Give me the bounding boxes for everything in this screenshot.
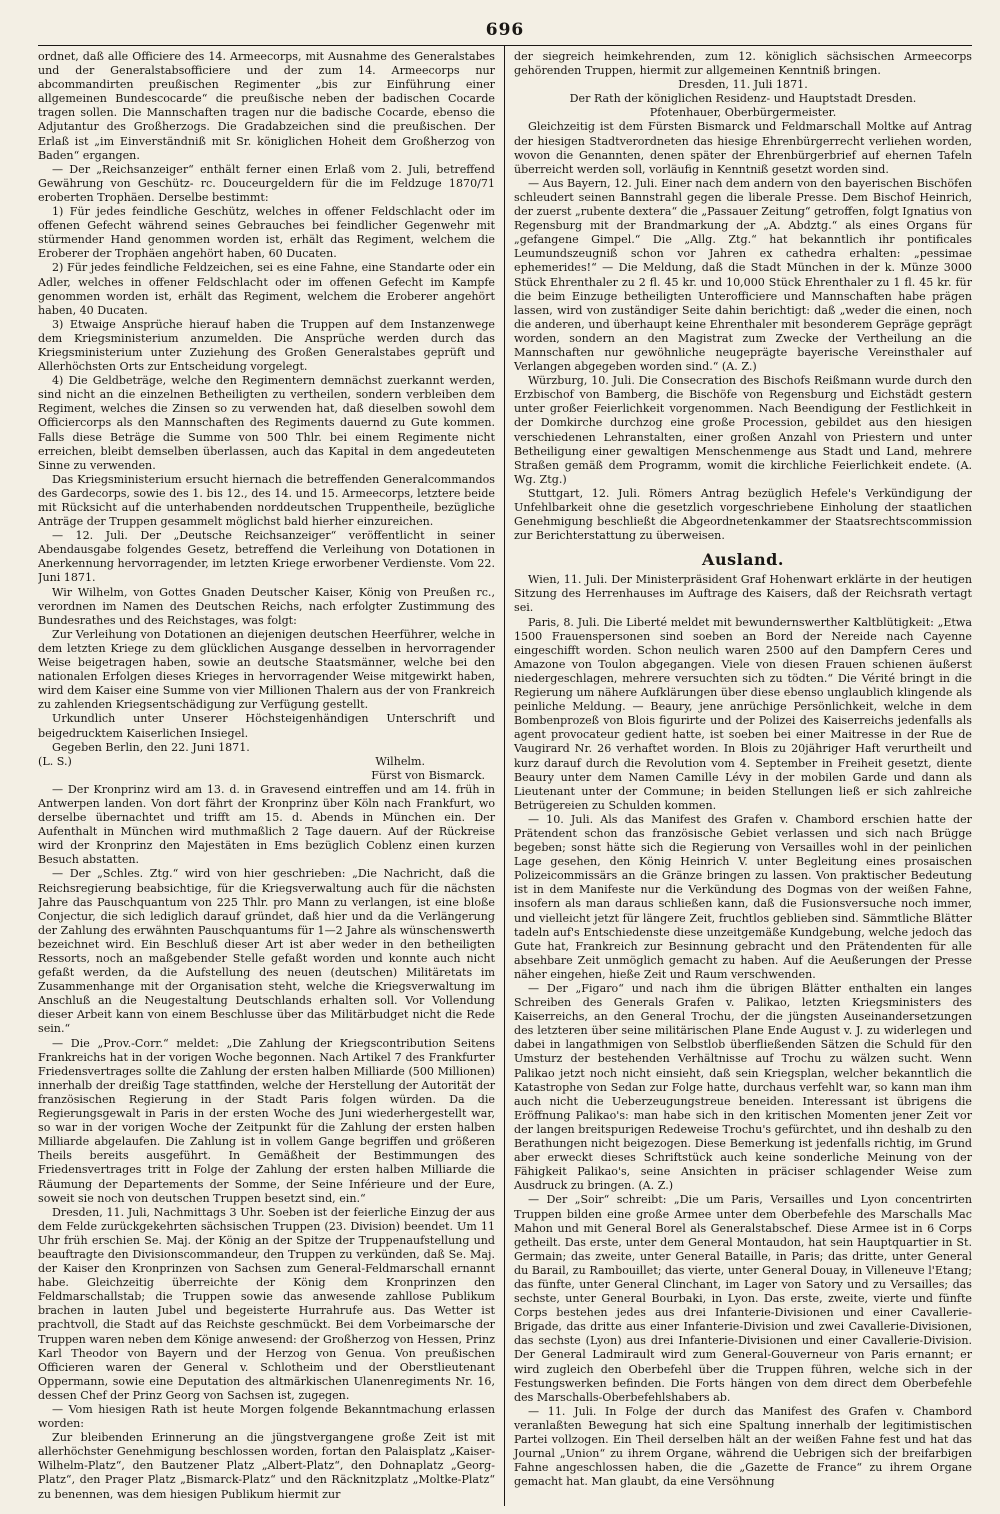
paragraph-left-1: — Der „Reichsanzeiger“ enthält ferner einen Erlaß vom 2. Juli, betreffend Gewährung von Geschütz- rc. Douceurgeldern für die im Feldzuge 1870/71 eroberten Trophäen. Derselbe bestimmt: — [38, 162, 495, 204]
paragraph-right2-0: Gleichzeitig ist dem Fürsten Bismarck und Feldmarschall Moltke auf Antrag der hiesigen Stadtverordneten das hiesige Ehrenbürgerrecht verliehen worden, wovon die Genannten, denen später der Ehrenbürgerbrief auf ehernen Tafeln überreicht werden soll, vorläufig in Kenntniß gesetzt worden sind. — [514, 120, 972, 176]
paragraph-right2-1: — Aus Bayern, 12. Juli. Einer nach dem andern von den bayerischen Bischöfen schleudert seinen Bannstrahl gegen die liberale Presse. Dem Bischof Heinrich, der zuerst „rubente dextera“ die „Passauer Zeitung“ getroffen, folgt Ignatius von Regensburg mit der Brandmarkung der „A. Abdztg.“ als eines Organs für „gefangene Gimpel.“ Die „Allg. Ztg.“ hat bekanntlich ihr pontificales Leumundszeugniß schon vor Jahren ex cathedra erhalten: „pessimae ephemerides!“ — Die Meldung, daß die Stadt München in der k. Münze 3000 Stück Ehrenthaler zu 2 fl. 45 kr. und 10,000 Stück Ehrenthaler zu 1 fl. 45 kr. für die beim Einzuge betheiligten Unterofficiere und Mannschaften habe prägen lassen, wird von zuständiger Seite dahin berichtigt: daß „weder die einen, noch die anderen, und überhaupt keine Ehrenthaler mit besonderem Gepräge geprägt worden, sondern an den Magistrat zum Zwecke der Vertheilung an die Mannschaften nur gewöhnliche neugeprägte bayerische Vereinsthaler auf Verlangen abgegeben worden sind.“ (A. Z.) — [514, 176, 972, 374]
paragraph-right3-4: — Der „Soir“ schreibt: „Die um Paris, Versailles und Lyon concentrirten Truppen bilden eine große Armee unter dem Oberbefehle des Marschalls Mac Mahon und mit General Borel als Generalstabschef. Diese Armee ist in 6 Corps getheilt. Das erste, unter dem General Montaudon, hat sein Hauptquartier in St. Germain; das zweite, unter General Bataille, in Paris; das dritte, unter General du Barail, zu Rambouillet; das vierte, unter General Douay, in Villeneuve l'Etang; das fünfte, unter General Clinchant, im Lager von Satory und zu Versailles; das sechste, unter General Bourbaki, in Lyon. Das erste, zweite, vierte und fünfte Corps bestehen jedes aus drei Infanterie-Divisionen und einer Cavallerie-Brigade, das dritte aus einer Infanterie-Division und zwei Cavallerie-Divisionen, das sechste (Lyon) aus drei Infanterie-Divisionen und einer Cavallerie-Division. Der General Ladmirault wird zum General-Gouverneur von Paris ernannt; er wird zugleich den Oberbefehl über die Truppen führen, welche sich in der Festungswerken befinden. Die Forts hängen von dem direct dem Oberbefehle des Marschalls-Oberbefehlshabers ab. — [514, 1193, 972, 1404]
signature-name: Wilhelm. — [375, 754, 425, 768]
paragraph-left-5: 4) Die Geldbeträge, welche den Regimentern demnächst zuerkannt werden, sind nicht an die einzelnen Betheiligten zu vertheilen, sondern verbleiben dem Regiment, welches die Zinsen so zu verwenden hat, daß dieselben sowohl dem Officiercorps als den Mannschaften des Regiments dauernd zu Gute kommen. Falls diese Beträge die Summe von 500 Thlr. bei einem Regimente nicht erreichen, bleibt demselben überlassen, auch das Kapital in dem angedeuteten Sinne zu verwenden. — [38, 374, 495, 472]
paragraph-right-0: der siegreich heimkehrenden, zum 12. königlich sächsischen Armeecorps gehörenden Truppen, hiermit zur allgemeinen Kenntniß bringen. — [514, 50, 972, 78]
paragraph-left-8: Wir Wilhelm, von Gottes Gnaden Deutscher Kaiser, König von Preußen rc., verordnen im Namen des Deutschen Reichs, nach erfolgter Zustimmung des Bundesrathes und des Reichstages, was folgt: — [38, 585, 495, 627]
countersignature: Fürst von Bismarck. — [371, 768, 485, 782]
page-number: 696 — [485, 20, 525, 40]
text-columns — [38, 46, 972, 1506]
paragraph-left2-4: — Vom hiesigen Rath ist heute Morgen folgende Bekanntmachung erlassen worden: — [38, 1403, 495, 1431]
paragraph-left-11: Gegeben Berlin, den 22. Juni 1871. — [52, 740, 250, 754]
header-rule — [38, 45, 972, 46]
dresden-mayor: Pfotenhauer, Oberbürgermeister. — [649, 106, 837, 120]
right-column — [505, 46, 972, 1506]
paragraph-left-7: — 12. Juli. Der „Deutsche Reichsanzeiger“ veröffentlicht in seiner Abendausgabe folgendes Gesetz, betreffend die Verleihung von Dotationen in Anerkennung hervorragender, im letzten Kriege erworbener Verdienste. Vom 22. Juni 1871. — [38, 529, 495, 585]
paragraph-left2-3: Dresden, 11. Juli, Nachmittags 3 Uhr. Soeben ist der feierliche Einzug der aus dem Felde zurückgekehrten sächsischen Truppen (23. Division) beendet. Um 11 Uhr früh erschien Se. Maj. der König an der Spitze der Truppenaufstellung und beauftragte den Divisionscommandeur, den Truppen zu verkünden, daß Se. Maj. der Kaiser den Kronprinzen von Sachsen zum General-Feldmarschall ernannt habe. Gleichzeitig überreichte der König dem Kronprinzen den Feldmarschallstab; die Truppen sowie das anwesende zahllose Publikum brachen in lauten Jubel und begeisterte Hurrahrufe aus. Das Wetter ist prachtvoll, die Stadt auf das Reichste geschmückt. Bei dem Vorbeimarsche der Truppen waren neben dem Könige anwesend: der Großherzog von Hessen, Prinz Karl Theodor von Bayern und der Herzog von Genua. Von preußischen Officieren waren der General v. Schlotheim und der Oberstlieutenant Oppermann, sowie eine Deputation des altmärkischen Ulanenregiments Nr. 16, dessen Chef der Prinz Georg von Sachsen ist, zugegen. — [38, 1205, 495, 1402]
section-heading-ausland: Ausland. — [702, 550, 784, 570]
paragraph-right3-0: Wien, 11. Juli. Der Ministerpräsident Graf Hohenwart erklärte in der heutigen Sitzung des Herrenhauses im Auftrage des Kaisers, daß der Reichsrath vertagt sei. — [514, 573, 972, 615]
paragraph-right3-3: — Der „Figaro“ und nach ihm die übrigen Blätter enthalten ein langes Schreiben des Generals Grafen v. Palikao, letzten Kriegsministers des Kaiserreichs, an den General Trochu, der die jüngsten Auseinandersetzungen des letzteren über seine militärischen Plane Ende August v. J. zu widerlegen und dabei in langathmigen von Selbstlob überfließenden Sätzen die Schuld für den Umsturz der bestehenden Verhältnisse auf Trochu zu wälzen sucht. Wenn Palikao jetzt noch nicht einsieht, daß sein Kriegsplan, welcher bekanntlich die Katastrophe von Sedan zur Folge hatte, durchaus verfehlt war, so kann man ihm auch nicht die Ueberzeugungstreue beneiden. Interessant ist übrigens die Eröffnung Palikao's: man habe sich in den kritischen Momenten jener Zeit vor der langen breitspurigen Redeweise Trochu's gefürchtet, und ihn deshalb zu den Berathungen nicht beigezogen. Diese Bemerkung ist jedenfalls richtig, im Grund aber erweckt dieses Schriftstück auch keine sonderliche Meinung von der Fähigkeit Palikao's, seine Ansichten in präciser schlagender Weise zum Ausdruck zu bringen. (A. Z.) — [514, 982, 972, 1193]
paragraph-left-6: Das Kriegsministerium ersucht hiernach die betreffenden Generalcommandos des Gardecorps, sowie des 1. bis 12., des 14. und 15. Armeecorps, letztere beide mit Rücksicht auf die unterhabenden norddeutschen Truppentheile, bezügliche Anträge der Truppen gesammelt möglichst bald hierher einzureichen. — [38, 472, 495, 529]
paragraph-left2-5: Zur bleibenden Erinnerung an die jüngstvergangene große Zeit ist mit allerhöchster Genehmigung beschlossen worden, fortan den Palaisplatz „Kaiser-Wilhelm-Platz“, den Bautzener Platz „Albert-Platz“, den Dohnaplatz „Georg-Platz“, den Prager Platz „Bismarck-Platz“ und den Räcknitzplatz „Moltke-Platz“ zu benennen, was dem hiesigen Publikum hiermit zur — [38, 1431, 495, 1501]
trophy-rules-list — [38, 205, 495, 473]
paragraph-right3-5: — 11. Juli. In Folge der durch das Manifest des Grafen v. Chambord veranlaßten Bewegung hat sich eine Spaltung innerhalb der legitimistischen Partei vollzogen. Ein Theil derselben hält an der weißen Fahne fest und hat das Journal „Union“ zu ihrem Organe, während die Uebrigen sich der breifarbigen Fahne angeschlossen haben, die die „Gazette de France“ zu ihrem Organe gemacht hat. Man glaubt, da eine Versöhnung — [514, 1404, 972, 1489]
page-header — [38, 0, 972, 46]
paragraph-left2-2: — Die „Prov.-Corr.“ meldet: „Die Zahlung der Kriegscontribution Seitens Frankreichs hat in der vorigen Woche begonnen. Nach Artikel 7 des Frankfurter Friedensvertrages sollte die Zahlung der ersten halben Milliarde (500 Millionen) innerhalb der dreißig Tage stattfinden, welche der Herstellung der Autorität der französischen Regierung in der Stadt Paris folgen würden. Da die Regierungsgewalt in Paris in der ersten Woche des Juni wiederhergestellt war, so war in der vorigen Woche der Zeitpunkt für die Zahlung der ersten halben Milliarde abgelaufen. Die Zahlung ist in vollem Gange begriffen und größeren Theils bereits ausgeführt. In Gemäßheit der Bestimmungen des Friedensvertrages tritt in Folge der Zahlung der ersten halben Milliarde die Räumung der Departements der Somme, der Seine Inférieure und der Eure, soweit sie noch von deutschen Truppen besetzt sind, ein.“ — [38, 1036, 495, 1205]
paragraph-right3-1: Paris, 8. Juli. Die Liberté meldet mit bewundernswerther Kaltblütigkeit: „Etwa 1500 Frauenspersonen sind soeben an Bord der Nereide nach Cayenne eingeschifft worden. Schon neulich waren 2500 auf den Dampfern Ceres und Amazone von Toulon abgegangen. Viele von diesen Frauen schienen äußerst niedergeschlagen, mehrere versuchten sich zu tödten.“ Die Vérité bringt in die Regierung um nähere Aufklärungen über diese ebenso unglaublich klingende als peinliche Meldung. — Beaury, jene anrüchige Persönlichkeit, welche in dem Bombenprozeß von Blois figurirte und der Polizei des Kaiserreichs jedenfalls als agent provocateur gedient hatte, ist soeben bei einer Maitresse in der Rue de Vaugirard Nr. 26 verhaftet worden. In Blois zu 20jähriger Haft verurtheilt und kurz darauf durch die Revolution vom 4. September in Freiheit gesetzt, diente Beaury unter dem Namen Camille Lévy in der mobilen Garde und dann als Lieutenant unter der Commune; in beiden Stellungen ließ er sich zahlreiche Betrügereien zu Schulden kommen. — [514, 615, 972, 812]
paragraph-left-2: 1) Für jedes feindliche Geschütz, welches in offener Feldschlacht oder im offenen Gefecht während seines Gebrauches bei feindlicher Gegenwehr mit stürmender Hand genommen worden ist, erhält das Regiment, welchem die Eroberer der Trophäen angehört haben, 60 Ducaten. — [38, 205, 495, 261]
seal-mark: (L. S.) — [38, 754, 72, 768]
dresden-council: Der Rath der königlichen Residenz- und Hauptstadt Dresden. — [569, 92, 917, 106]
left-column — [38, 46, 505, 1506]
signature-row — [38, 755, 495, 769]
paragraph-right2-2: Würzburg, 10. Juli. Die Consecration des Bischofs Reißmann wurde durch den Erzbischof von Bamberg, die Bischöfe von Regensburg und Eichstädt gestern unter großer Feierlichkeit vorgenommen. Nach Beendigung der Festlichkeit in der Domkirche durchzog eine große Procession, gebildet aus den hiesigen verschiedenen Lehranstalten, einer großen Anzahl von Priestern und unter Betheiligung einer gewaltigen Menschenmenge aus Stadt und Land, mehrere Straßen gemäß dem Programm, womit die kirchliche Feierlichkeit endete. (A. Wg. Ztg.) — [514, 374, 972, 486]
paragraph-right3-2: — 10. Juli. Als das Manifest des Grafen v. Chambord erschien hatte der Prätendent schon das französische Gebiet verlassen und sich nach Brügge begeben; sonst hätte sich die Regierung von Versailles wohl in der peinlichen Lage gesehen, den König Heinrich V. unter Begleitung eines prosaischen Polizeicommissärs an die Gränze bringen zu lassen. Von praktischer Bedeutung ist in dem Manifeste nur die Verkündung des Dogmas von der weißen Fahne, insofern als man daraus schließen kann, daß die Fusionsversuche noch immer, und vielleicht jetzt für längere Zeit, fruchtlos geblieben sind. Sämmtliche Blätter tadeln auf's Entschiedenste diese unzeitgemäße Kundgebung, welche jedoch das Gute hat, Frankreich zur Besinnung gebracht und den Prätendenten für alle absehbare Zeit unmöglich gemacht zu haben. Auf die Aeußerungen der Presse näher eingehen, hieße Zeit und Raum verschwenden. — [514, 812, 972, 981]
dresden-date: Dresden, 11. Juli 1871. — [678, 78, 808, 92]
paragraph-left-0: ordnet, daß alle Officiere des 14. Armeecorps, mit Ausnahme des Generalstabes und der Generalstabsofficiere und der zum 14. Armeecorps nur abcommandirten preußischen Regimenter „bis zur Einführung einer allgemeinen Bundescocarde“ die preußische neben der badischen Cocarde tragen sollen. Die Mannschaften tragen nur die badische Cocarde, ebenso die Adjutantur des Großherzogs. Die Gradabzeichen sind die preußischen. Der Erlaß ist „im Einverständniß mit Sr. königlichen Hoheit dem Großherzog von Baden“ ergangen. — [38, 50, 495, 162]
paragraph-left-3: 2) Für jedes feindliche Feldzeichen, sei es eine Fahne, eine Standarte oder ein Adler, welches in offener Feldschlacht oder im offenen Gefecht im Kampfe genommen worden ist, erhält das Regiment, welchem die Eroberer angehört haben, 40 Ducaten. — [38, 261, 495, 317]
paragraph-left2-1: — Der „Schles. Ztg.“ wird von hier geschrieben: „Die Nachricht, daß die Reichsregierung beabsichtige, für die Kriegsverwaltung auch für die nächsten Jahre das Pauschquantum von 225 Thlr. pro Mann zu verlangen, ist eine bloße Conjectur, die sich lediglich darauf gründet, daß hier und da die Verlängerung der Zahlung des erwähnten Pauschquantums für 1—2 Jahre als wünschenswerth bezeichnet wird. Ein Beschluß dieser Art ist aber weder in den betheiligten Ressorts, noch an maßgebender Stelle gefaßt worden und konnte auch nicht gefaßt werden, da die Aufstellung des neuen (deutschen) Militäretats im Zusammenhange mit der Organisation steht, welche die Kriegsverwaltung im Anschluß an die Neugestaltung Deutschlands erhalten soll. Vor Vollendung dieser Arbeit kann von einem Beschlusse über das Militärbudget nicht die Rede sein.“ — [38, 867, 495, 1036]
paragraph-left-4: 3) Etwaige Ansprüche hierauf haben die Truppen auf dem Instanzenwege dem Kriegsministerium anzumelden. Die Ansprüche werden durch das Kriegsministerium unter Zuziehung des Großen Generalstabes geprüft und Allerhöchsten Orts zur Entscheidung vorgelegt. — [38, 317, 495, 374]
paragraph-left-9: Zur Verleihung von Dotationen an diejenigen deutschen Heerführer, welche in dem letzten Kriege zu dem glücklichen Ausgange desselben in hervorragender Weise beigetragen haben, sowie an deutsche Staatsmänner, welche bei den nationalen Erfolgen dieses Krieges in hervorragender Weise mitgewirkt haben, wird dem Kaiser eine Summe von vier Millionen Thalern aus der von Frankreich zu zahlenden Kriegsentschädigung zur Verfügung gestellt. — [38, 627, 495, 712]
paragraph-right2-3: Stuttgart, 12. Juli. Römers Antrag bezüglich Hefele's Verkündigung der Unfehlbarkeit ohne die gesetzlich vorgeschriebene Einholung der staatlichen Genehmigung beschließt die Abgeordnetenkammer der Staatsrechtscommission zur Berichterstattung zu überweisen. — [514, 486, 972, 543]
paragraph-left-10: Urkundlich unter Unserer Höchsteigenhändigen Unterschrift und beigedrucktem Kaiserlichen Insiegel. — [38, 712, 495, 740]
paragraph-left2-0: — Der Kronprinz wird am 13. d. in Gravesend eintreffen und am 14. früh in Antwerpen landen. Von dort fährt der Kronprinz über Köln nach Frankfurt, wo derselbe übernachtet und trifft am 15. d. Abends in München ein. Der Aufenthalt in München wird muthmaßlich 2 Tage dauern. Auf der Rückreise wird der Kronprinz den Majestäten in Ems bezüglich Coblenz einen kurzen Besuch abstatten. — [38, 782, 495, 867]
